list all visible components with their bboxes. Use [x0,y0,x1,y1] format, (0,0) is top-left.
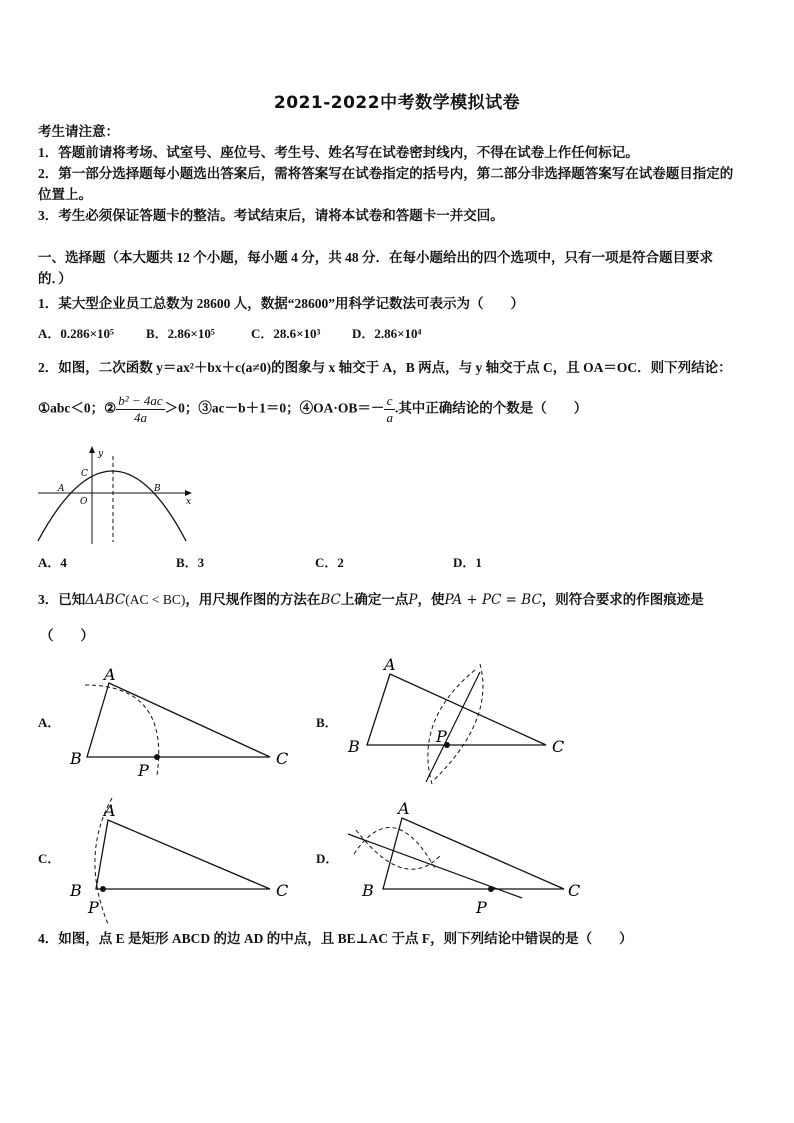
graph-label-x: x [186,497,192,507]
notice-item-1: 1．答题前请将考场、试室号、座位号、考生号、姓名写在试卷密封线内，不得在试卷上作任何标记。 [38,145,639,160]
q2-conclusion-1: ①abc＜0；② [38,400,117,416]
fig-a-label-c: C [276,749,289,768]
q3-stem-triangle: ΔABC [85,592,126,608]
fig-a-label-b: B [70,749,82,768]
q2-fraction-numerator: b² − 4ac [118,393,163,408]
q2-conclusion-3: .其中正确结论的个数是（ ） [394,400,588,416]
fig-c-label-p: P [88,898,99,917]
q3-figure-d [340,796,590,926]
q3-stem-a: 3．已知 [38,592,86,607]
q1-option-d: D．2.86×10⁴ [352,326,422,341]
q3-figure-c [60,796,300,926]
notice-item-2-cont: 位置上。 [38,187,92,202]
q2-conclusion-2: ＞0；③ac－b＋1＝0；④OA·OB＝－ [164,400,385,416]
fig-a-label-p: P [138,761,149,780]
q3-option-c-label: C． [38,851,61,866]
q3-figure-b [340,650,580,790]
graph-label-c: C [81,469,88,479]
section1-heading-cont: 的．） [38,271,72,286]
fig-d-label-c: C [568,881,581,900]
q3-stem-d: 上确定一点 [340,592,409,607]
q2-fraction-denominator: 4a [133,410,147,425]
fig-b-label-b: B [348,737,360,756]
q3-stem-condition: (AC < BC) [125,592,186,607]
notice-item-3: 3．考生必须保证答题卡的整洁。考试结束后，请将本试卷和答题卡一并交回。 [38,208,504,223]
fig-a-label-a: A [104,665,116,684]
graph-label-a: A [58,484,65,494]
q1-option-c: C．28.6×10³ [251,326,321,341]
notice-heading: 考生请注意： [38,124,119,139]
q2-fraction-2-numerator: c [384,393,395,410]
q3-stem-f: ，则符合要求的作图痕迹是 [541,592,704,607]
q3-option-a-label: A． [38,715,61,730]
q1-option-a: A．0.286×10⁵ [38,326,114,341]
q3-paren: （ ） [40,628,94,643]
fig-d-label-b: B [362,881,374,900]
fig-b-label-a: A [384,655,396,674]
fig-b-label-p: P [436,727,447,746]
q2-option-d: D．1 [453,555,482,570]
graph-label-y: y [98,449,104,459]
q3-stem-equation: PA + PC = BC [444,592,542,608]
q2-fraction-2-denominator: a [386,410,393,425]
q2-option-b: B．3 [176,555,205,570]
fig-d-label-p: P [476,898,487,917]
q3-figure-a [60,660,300,780]
fig-c-label-b: B [70,881,82,900]
q2-stem: 2．如图，二次函数 y＝ax²＋bx＋c(a≠0)的图象与 x 轴交于 A，B 两点，与 y 轴交于点 C，且 OA＝OC．则下列结论： [38,360,732,375]
q2-conclusions [38,393,587,426]
q2-parabola-graph [36,446,196,546]
q3-stem-p: P [408,592,418,608]
section1-heading: 一、选择题（本大题共 12 个小题，每小题 4 分，共 48 分．在每小题给出的四个选项中，只有一项是符合题目要求 [38,250,713,265]
notice-item-2: 2．第一部分选择题每小题选出答案后，需将答案写在试卷指定的括号内，第二部分非选择题答案写在试卷题目指定的 [38,166,734,181]
q2-option-c: C．2 [315,555,344,570]
fig-c-label-a: A [104,801,116,820]
q3-stem-e: ，使 [417,592,445,607]
fig-c-label-c: C [276,881,289,900]
q3-option-b-label: B． [316,715,338,730]
graph-label-b: B [154,484,161,494]
q3-option-d-label: D． [316,851,339,866]
q2-fraction-2 [384,393,395,426]
page-title: 2021-2022中考数学模拟试卷 [273,93,521,113]
q3-stem-c: ，用尺规作图的方法在 [185,592,321,607]
fig-b-label-c: C [552,737,565,756]
fig-d-label-a: A [398,799,410,818]
q2-fraction [116,393,164,426]
q2-option-a: A．4 [38,555,67,570]
q3-stem-bc: BC [320,592,341,608]
q1-option-b: B．2.86×10⁵ [146,326,215,341]
q3-stem [38,588,704,608]
graph-label-o: O [80,497,88,507]
q1-stem: 1．某大型企业员工总数为 28600 人，数据“28600”用科学记数法可表示为（ ） [38,296,524,311]
q4-stem: 4．如图，点 E 是矩形 ABCD 的边 AD 的中点，且 BE⊥AC 于点 F，则下列结论中错误的是（ ） [38,931,633,946]
